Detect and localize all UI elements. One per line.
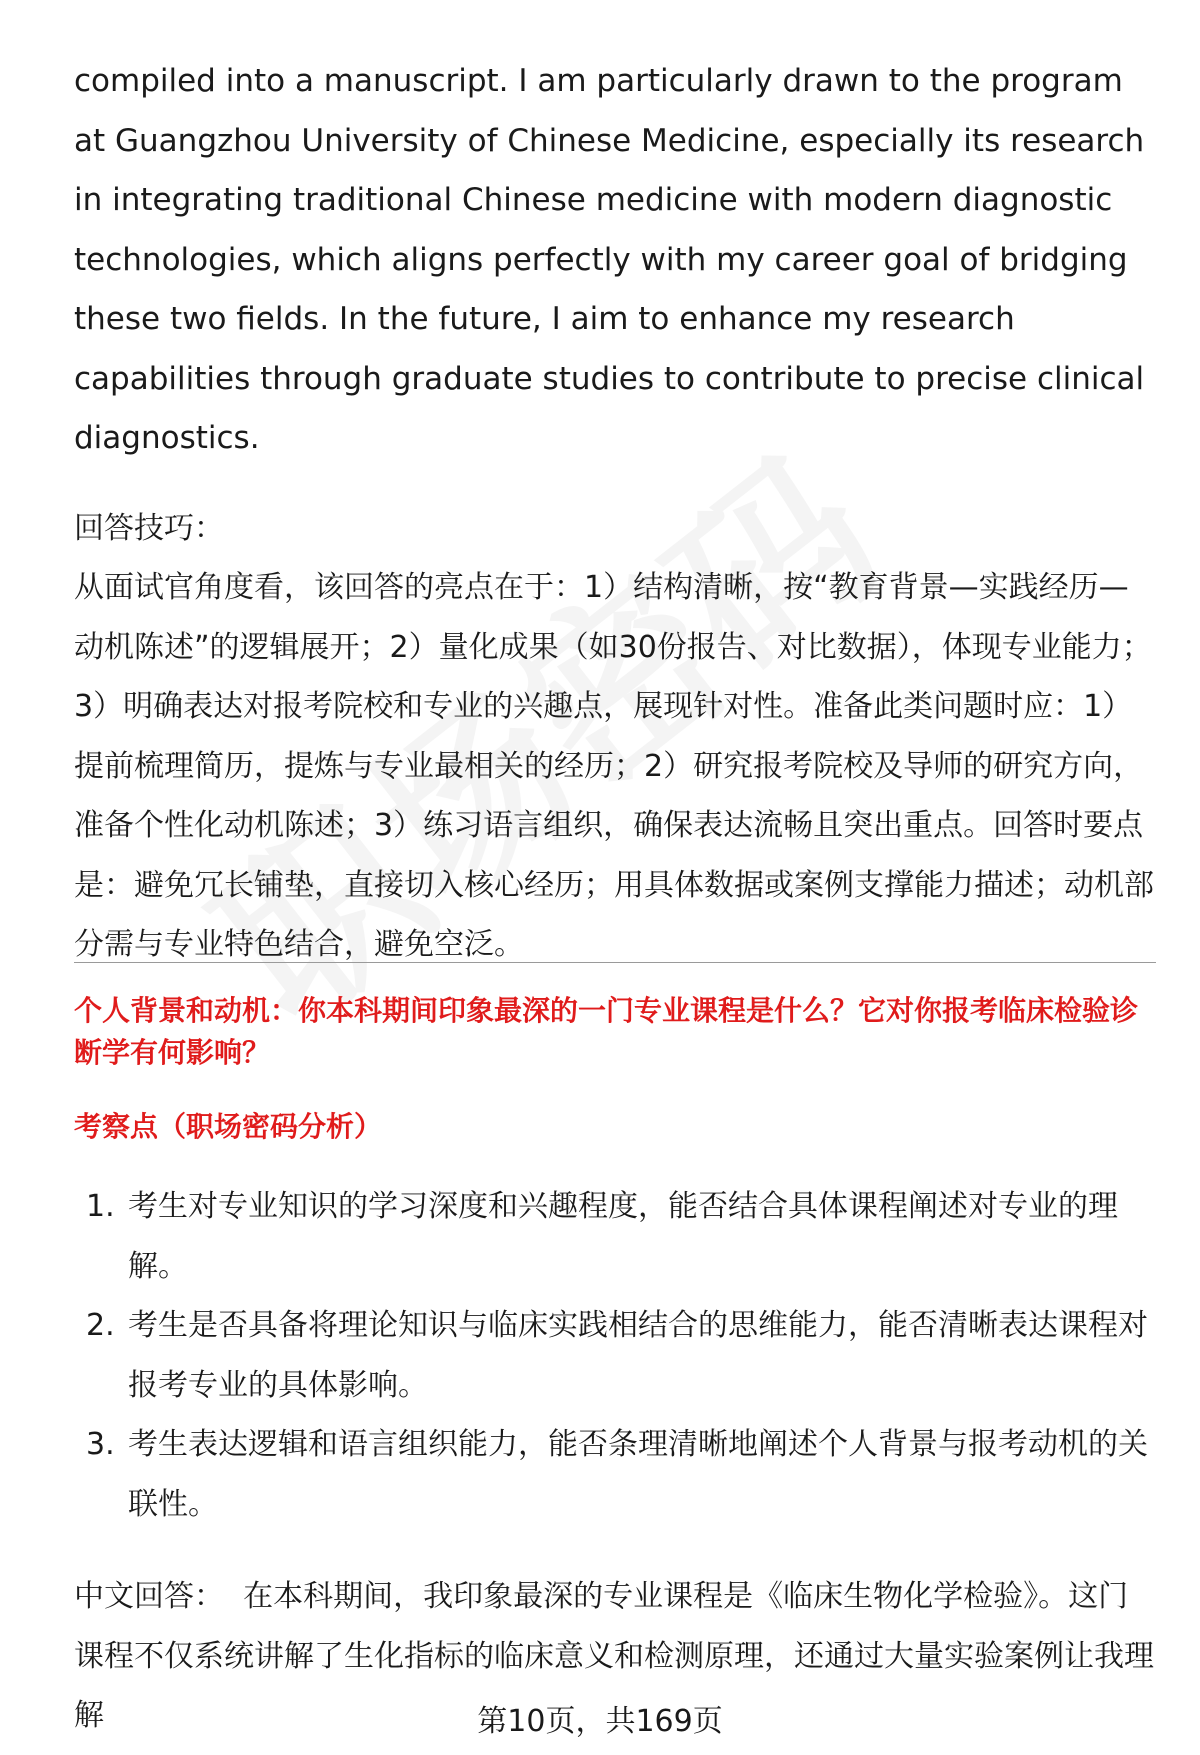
page-footer: 第10页，共169页 [477,1704,723,1739]
list-item [74,1296,1156,1415]
intro-paragraph: compiled into a manuscript. I am particularly drawn to the program at Guangzhou University of Chinese Medicine, especially its research in integrating traditional Chinese medicine with modern diagnostic technologies, which aligns perfectly with my career goal of bridging these two fields. In the future, I aim to enhance my research capabilities through graduate studies to contribute to precise clinical diagnostics. [74,63,1145,456]
list-number: 2. [86,1308,115,1343]
answer-label: 中文回答： [74,1579,224,1614]
list-item-text: 考生是否具备将理论知识与临床实践相结合的思维能力，能否清晰表达课程对报考专业的具体影响。 [128,1308,1148,1403]
answer-text: 在本科期间，我印象最深的专业课程是《临床生物化学检验》。这门课程不仅系统讲解了生化指标的临床意义和检测原理，还通过大量实验案例让我理解 [74,1579,1154,1733]
list-item [74,1415,1156,1534]
tips-title: 回答技巧： [74,510,224,546]
list-item-text: 考生表达逻辑和语言组织能力，能否条理清晰地阐述个人背景与报考动机的关联性。 [128,1427,1148,1522]
section-divider [74,962,1156,963]
analysis-title: 考察点（职场密码分析） [74,1110,383,1143]
tips-body: 从面试官角度看，该回答的亮点在于：1）结构清晰，按“教育背景—实践经历—动机陈述”的逻辑展开；2）量化成果（如30份报告、对比数据），体现专业能力；3）明确表达对报考院校和专业的兴趣点，展现针对性。准备此类问题时应：1）提前梳理简历，提炼与专业最相关的经历；2）研究报考院校及导师的研究方向，准备个性化动机陈述；3）练习语言组织，确保表达流畅且突出重点。回答时要点是：避免冗长铺垫，直接切入核心经历；用具体数据或案例支撑能力描述；动机部分需与专业特色结合，避免空泛。 [74,570,1154,962]
list-number: 1. [86,1189,115,1224]
list-item [74,1177,1156,1296]
list-item-text: 考生对专业知识的学习深度和兴趣程度，能否结合具体课程阐述对专业的理解。 [128,1189,1118,1284]
analysis-list [74,1177,1156,1534]
page-body [74,52,1154,975]
list-number: 3. [86,1427,115,1462]
question-heading: 个人背景和动机：你本科期间印象最深的一门专业课程是什么？它对你报考临床检验诊断学有何影响？ [74,994,1139,1069]
